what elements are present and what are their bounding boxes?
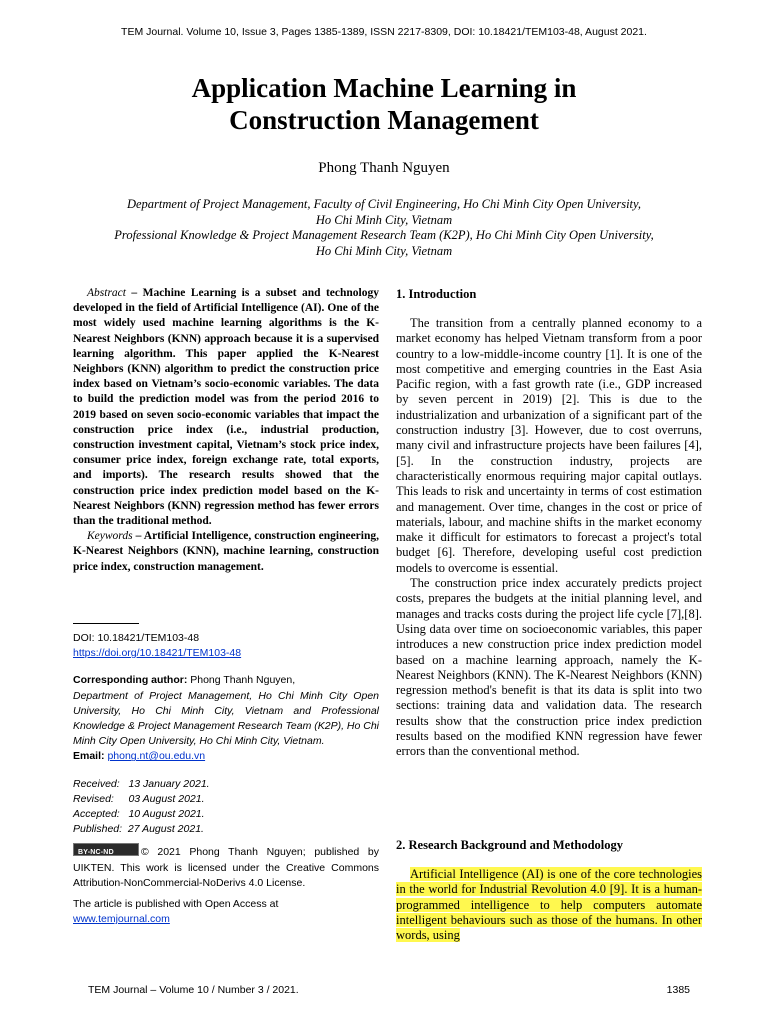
cc-badge-label: BY-NC-ND — [78, 849, 114, 857]
corr-affiliation: Department of Project Management, Ho Chi Minh City Open University, Ho Chi Minh City, Vietnam and Professional Knowledge & Project Management Research Team (K2P), Ho Chi Minh City Open University, Ho Chi Minh City, Vietnam. — [73, 689, 380, 748]
abstract-text: – Machine Learning is a subset and technology developed in the field of Artificial Intelligence (AI). One of the most widely used machine learning algorithms is the K-Nearest Neighbors (KNN) approach because it is a supervised learning algorithm. This paper applied the K-Nearest Neighbors (KNN) algorithm to predict the construction price index based on Vietnam’s socio-economic variables. The data to build the prediction model was from the period 2016 to 2019 based on seven socio-economic variables that impact the construction price index (i.e., industrial production, construction investment capital, Vietnam’s stock price index, consumer price index, foreign exchange rate, total exports, and imports). The research results showed that the construction price index prediction model based on the K-Nearest Neighbors (KNN) regression method has fewer errors than the traditional method. — [73, 287, 379, 528]
title-line-1: Application Machine Learning in — [191, 73, 577, 103]
highlighted-text: Artificial Intelligence (AI) is one of the core technologies in the world for Industrial Revolution 4.0 [9]. It is a human-programmed intelligence to help computers automate intelligent behaviours such as those of the humans. In other words, using — [396, 867, 702, 943]
intro-paragraph-1: The transition from a centrally planned economy to a market economy has helped Vietnam transform from a poor country to a low-middle-income country [1]. It is one of the most competitive and emerging countries in the East Asia Pacific region, with a fast growth rate (i.e., GDP increased by seven percent in 2019) [2]. This is due to the industrialization and urbanization of a significant part of the construction industry [3]. However, due to cost overruns, many civil and infrastructure projects have been failures [4],[5]. In the construction industry, projects are characteristically enormous requiring major capital outlays. This leads to risk and uncertainty in terms of cost estimation and management. Over time, changes in the cost or price of materials, labour, and machine shifts in the market economy make it difficult for estimators to forecast a project's total budget [6]. Therefore, developing useful cost prediction models to overcome is essential. — [396, 316, 702, 575]
title-line-2: Construction Management — [229, 105, 539, 135]
abstract-label: Abstract — [87, 287, 126, 299]
abstract-paragraph — [73, 286, 379, 529]
affiliation-line: Ho Chi Minh City, Vietnam — [315, 243, 453, 258]
email-link[interactable]: phong.nt@ou.edu.vn — [107, 750, 206, 763]
license-text — [73, 843, 379, 891]
author-name: Phong Thanh Nguyen — [318, 160, 450, 176]
page-number: 1385 — [666, 984, 690, 996]
paper-title — [0, 72, 768, 136]
doi-link[interactable]: https://doi.org/10.18421/TEM103-48 — [73, 647, 242, 660]
revised-date: Revised: 03 August 2021. — [73, 792, 205, 805]
published-date: Published: 27 August 2021. — [73, 823, 204, 836]
accepted-date: Accepted: 10 August 2021. — [73, 808, 205, 821]
open-access-text: The article is published with Open Access at — [73, 898, 279, 911]
footer-journal: TEM Journal – Volume 10 / Number 3 / 2021. — [88, 984, 299, 996]
email-label: Email: — [73, 750, 105, 763]
affiliation-line: Professional Knowledge & Project Management Research Team (K2P), Ho Chi Minh City Open University, — [114, 228, 654, 242]
section-introduction-body — [396, 316, 702, 760]
section-background-body — [396, 867, 702, 943]
affiliation-line: Ho Chi Minh City, Vietnam — [315, 212, 453, 227]
corr-name: Phong Thanh Nguyen, — [187, 674, 296, 687]
doi-text: DOI: 10.18421/TEM103-48 — [73, 632, 200, 644]
section-heading-introduction: 1. Introduction — [396, 287, 477, 301]
section-heading-background: 2. Research Background and Methodology — [396, 838, 623, 852]
journal-link[interactable]: www.temjournal.com — [73, 913, 170, 926]
running-header: TEM Journal. Volume 10, Issue 3, Pages 1385-1389, ISSN 2217-8309, DOI: 10.18421/TEM103-48, August 2021. — [121, 26, 647, 38]
email-line — [73, 749, 379, 764]
article-meta — [73, 631, 379, 927]
abstract — [73, 286, 379, 575]
license-body: © 2021 Phong Thanh Nguyen; published by UIKTEN. This work is licensed under the Creative Commons Attribution-NonCommercial-NoDerivs 4.0 License. — [73, 846, 379, 889]
affiliations — [60, 197, 708, 259]
received-date: Received: 13 January 2021. — [73, 777, 210, 790]
corr-label: Corresponding author: — [73, 674, 188, 687]
keywords-label: Keywords — [87, 530, 133, 543]
intro-paragraph-2: The construction price index accurately predicts project costs, prepares the budgets at the initial planning level, and manages and tracks costs during the project life cycle [7],[8]. Using data over time on socioeconomic variables, this paper introduces a new construction price index prediction model based on a machine learning approach, namely the K-Nearest Neighbors (KNN). The K-Nearest Neighbors (KNN) regression method's benefit is that its data is split into two sections: training data and validation data. The research results show that the construction price index prediction results based on the modified KNN regression have fewer errors than the conventional method. — [396, 576, 702, 759]
footnote-divider — [73, 623, 139, 624]
keywords-paragraph — [73, 529, 379, 575]
cc-license-badge[interactable] — [73, 843, 139, 856]
affiliation-line: Department of Project Management, Faculty of Civil Engineering, Ho Chi Minh City Open University, — [126, 197, 642, 211]
corresponding-author — [73, 673, 379, 688]
keywords-text: – Artificial Intelligence, construction engineering, K-Nearest Neighbors (KNN), machine learning, construction price index, construction management. — [73, 530, 379, 573]
